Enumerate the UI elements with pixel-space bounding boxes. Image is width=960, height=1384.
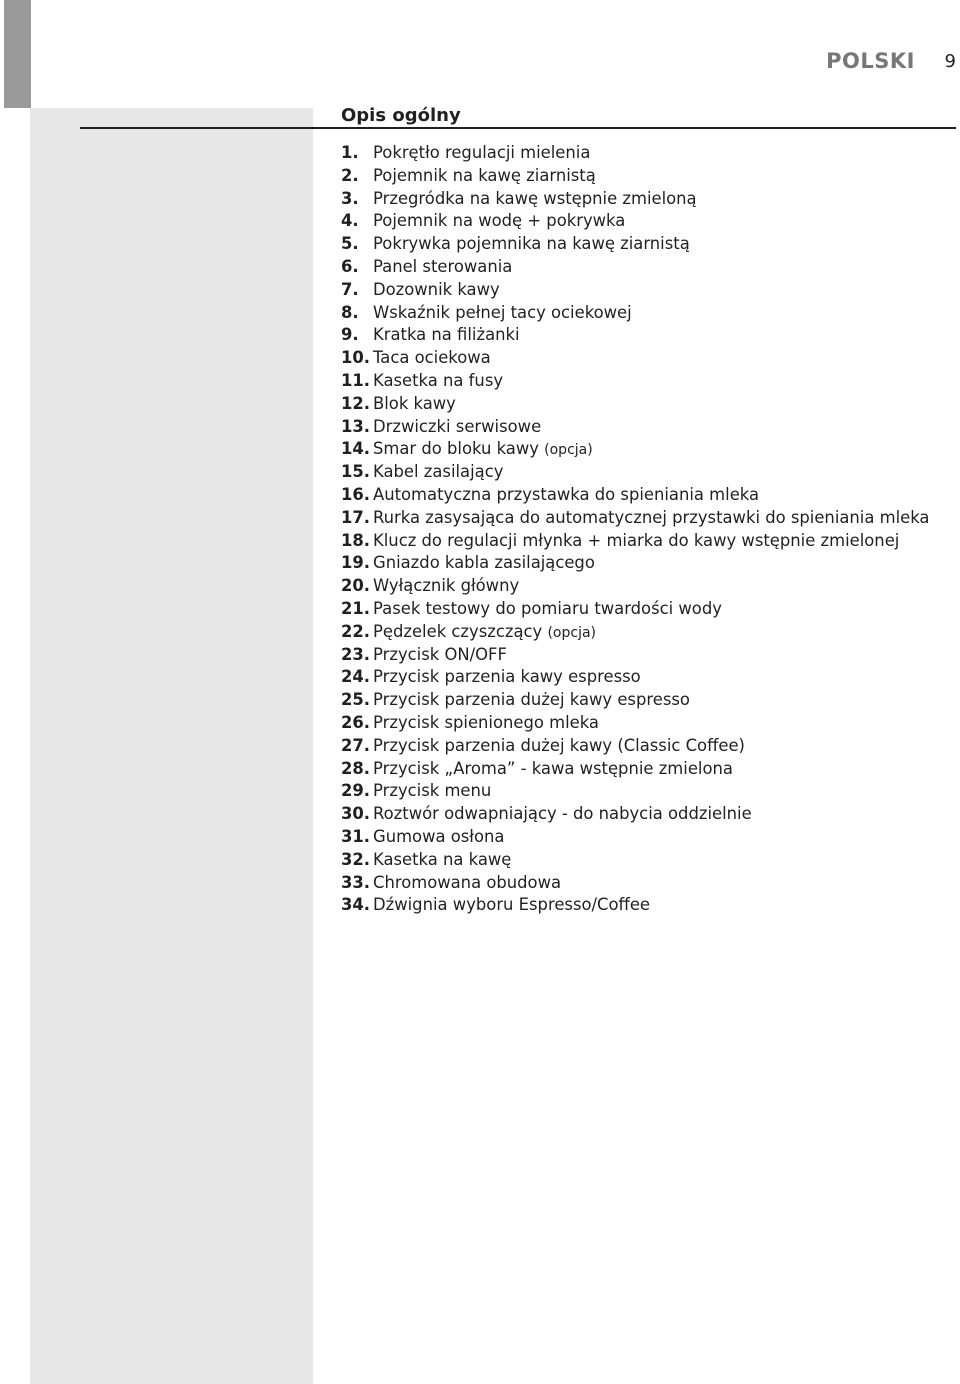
list-item-label: Klucz do regulacji młynka + miarka do kawy wstępnie zmielonej <box>373 530 900 550</box>
list-item-label: Rurka zasysająca do automatycznej przystawki do spieniania mleka <box>373 507 930 527</box>
list-item-label: Automatyczna przystawka do spieniania mleka <box>373 484 760 504</box>
list-item-number: 30. <box>341 804 371 824</box>
list-item-number: 7. <box>341 279 359 299</box>
list-item-number: 10. <box>341 348 371 368</box>
list-item <box>341 393 951 416</box>
list-item-label: Pędzelek czyszczący <box>373 621 543 641</box>
list-item-label: Gumowa osłona <box>373 826 505 846</box>
list-item <box>341 689 951 712</box>
title-divider <box>80 127 956 129</box>
list-item <box>341 416 951 439</box>
list-item-label: Kasetka na kawę <box>373 849 512 869</box>
list-item <box>341 210 951 233</box>
list-item <box>341 302 951 325</box>
list-item <box>341 872 951 895</box>
list-item <box>341 552 951 575</box>
list-item-number: 32. <box>341 849 371 869</box>
list-item-number: 29. <box>341 781 371 801</box>
list-item-label: Drzwiczki serwisowe <box>373 416 542 436</box>
list-item-number: 1. <box>341 143 359 162</box>
list-item-number: 25. <box>341 690 371 710</box>
list-item <box>341 279 951 302</box>
list-item-label: Wyłącznik główny <box>373 576 520 596</box>
list-item-number: 9. <box>341 325 359 345</box>
list-item-number: 2. <box>341 165 359 185</box>
list-item <box>341 598 951 621</box>
list-item-number: 31. <box>341 826 371 846</box>
list-item-number: 19. <box>341 553 371 573</box>
list-item-number: 16. <box>341 484 371 504</box>
list-item <box>341 575 951 598</box>
list-item-label: Panel sterowania <box>373 256 513 276</box>
list-item-number: 6. <box>341 256 359 276</box>
list-item <box>341 894 951 917</box>
list-item-label: Dozownik kawy <box>373 279 500 299</box>
list-item <box>341 758 951 781</box>
list-item <box>341 142 951 165</box>
left-margin-column <box>30 108 313 1384</box>
list-item <box>341 803 951 826</box>
parts-list <box>341 142 951 917</box>
list-item <box>341 165 951 188</box>
list-item-number: 14. <box>341 439 371 459</box>
page-header <box>760 48 960 76</box>
list-item-label: Pojemnik na kawę ziarnistą <box>373 165 596 185</box>
list-item-number: 22. <box>341 621 371 641</box>
list-item-label: Blok kawy <box>373 393 456 413</box>
list-item-label: Pasek testowy do pomiaru twardości wody <box>373 598 722 618</box>
list-item <box>341 188 951 211</box>
list-item-number: 13. <box>341 416 371 436</box>
list-item-label: Dźwignia wyboru Espresso/Coffee <box>373 895 650 915</box>
list-item-label: Kratka na filiżanki <box>373 325 520 345</box>
list-item-label: Przycisk spienionego mleka <box>373 712 599 732</box>
list-item-number: 18. <box>341 530 371 550</box>
language-label: POLSKI <box>826 49 915 73</box>
list-item <box>341 256 951 279</box>
list-item <box>341 347 951 370</box>
list-item-note: (opcja) <box>547 624 596 641</box>
list-item-number: 5. <box>341 234 359 254</box>
page-number: 9 <box>944 51 956 72</box>
list-item-number: 3. <box>341 188 359 208</box>
list-item <box>341 644 951 667</box>
list-item <box>341 849 951 872</box>
list-item <box>341 621 951 644</box>
list-item-label: Smar do bloku kawy <box>373 439 539 459</box>
corner-tab <box>4 0 31 108</box>
list-item-label: Pokrętło regulacji mielenia <box>373 143 591 162</box>
list-item-label: Pokrywka pojemnika na kawę ziarnistą <box>373 234 690 254</box>
list-item-number: 26. <box>341 712 371 732</box>
list-item-number: 4. <box>341 211 359 231</box>
list-item-label: Przycisk parzenia dużej kawy espresso <box>373 690 690 710</box>
list-item-label: Kasetka na fusy <box>373 370 504 390</box>
list-item-label: Gniazdo kabla zasilającego <box>373 553 595 573</box>
list-item-label: Kabel zasilający <box>373 462 504 482</box>
list-item <box>341 370 951 393</box>
list-item-number: 27. <box>341 735 371 755</box>
list-item-number: 8. <box>341 302 359 322</box>
list-item-number: 34. <box>341 895 371 915</box>
list-item-label: Chromowana obudowa <box>373 872 562 892</box>
list-item <box>341 826 951 849</box>
list-item <box>341 530 951 553</box>
list-item <box>341 507 951 530</box>
list-item-number: 15. <box>341 462 371 482</box>
list-item <box>341 780 951 803</box>
list-item <box>341 484 951 507</box>
list-item-note: (opcja) <box>544 442 593 459</box>
section-title: Opis ogólny <box>341 105 461 126</box>
list-item <box>341 461 951 484</box>
list-item-number: 28. <box>341 758 371 778</box>
list-item <box>341 666 951 689</box>
list-item-label: Roztwór odwapniający - do nabycia oddzielnie <box>373 804 752 824</box>
list-item-number: 17. <box>341 507 371 527</box>
list-item-number: 23. <box>341 644 371 664</box>
list-item-label: Wskaźnik pełnej tacy ociekowej <box>373 302 632 322</box>
list-item-number: 20. <box>341 576 371 596</box>
list-item-label: Przycisk „Aroma” - kawa wstępnie zmielona <box>373 758 733 778</box>
list-item-number: 11. <box>341 370 371 390</box>
list-item-label: Przycisk parzenia kawy espresso <box>373 667 641 687</box>
list-item <box>341 324 951 347</box>
list-item <box>341 438 951 461</box>
list-item-label: Przycisk ON/OFF <box>373 644 507 664</box>
list-item-number: 12. <box>341 393 371 413</box>
list-item <box>341 712 951 735</box>
list-item-label: Przycisk parzenia dużej kawy (Classic Coffee) <box>373 735 745 755</box>
list-item-number: 24. <box>341 667 371 687</box>
list-item <box>341 735 951 758</box>
list-item-label: Taca ociekowa <box>373 348 491 368</box>
list-item-label: Przycisk menu <box>373 781 492 801</box>
list-item-label: Przegródka na kawę wstępnie zmieloną <box>373 188 697 208</box>
list-item-label: Pojemnik na wodę + pokrywka <box>373 211 626 231</box>
list-item <box>341 233 951 256</box>
list-item-number: 33. <box>341 872 371 892</box>
list-item-number: 21. <box>341 598 371 618</box>
